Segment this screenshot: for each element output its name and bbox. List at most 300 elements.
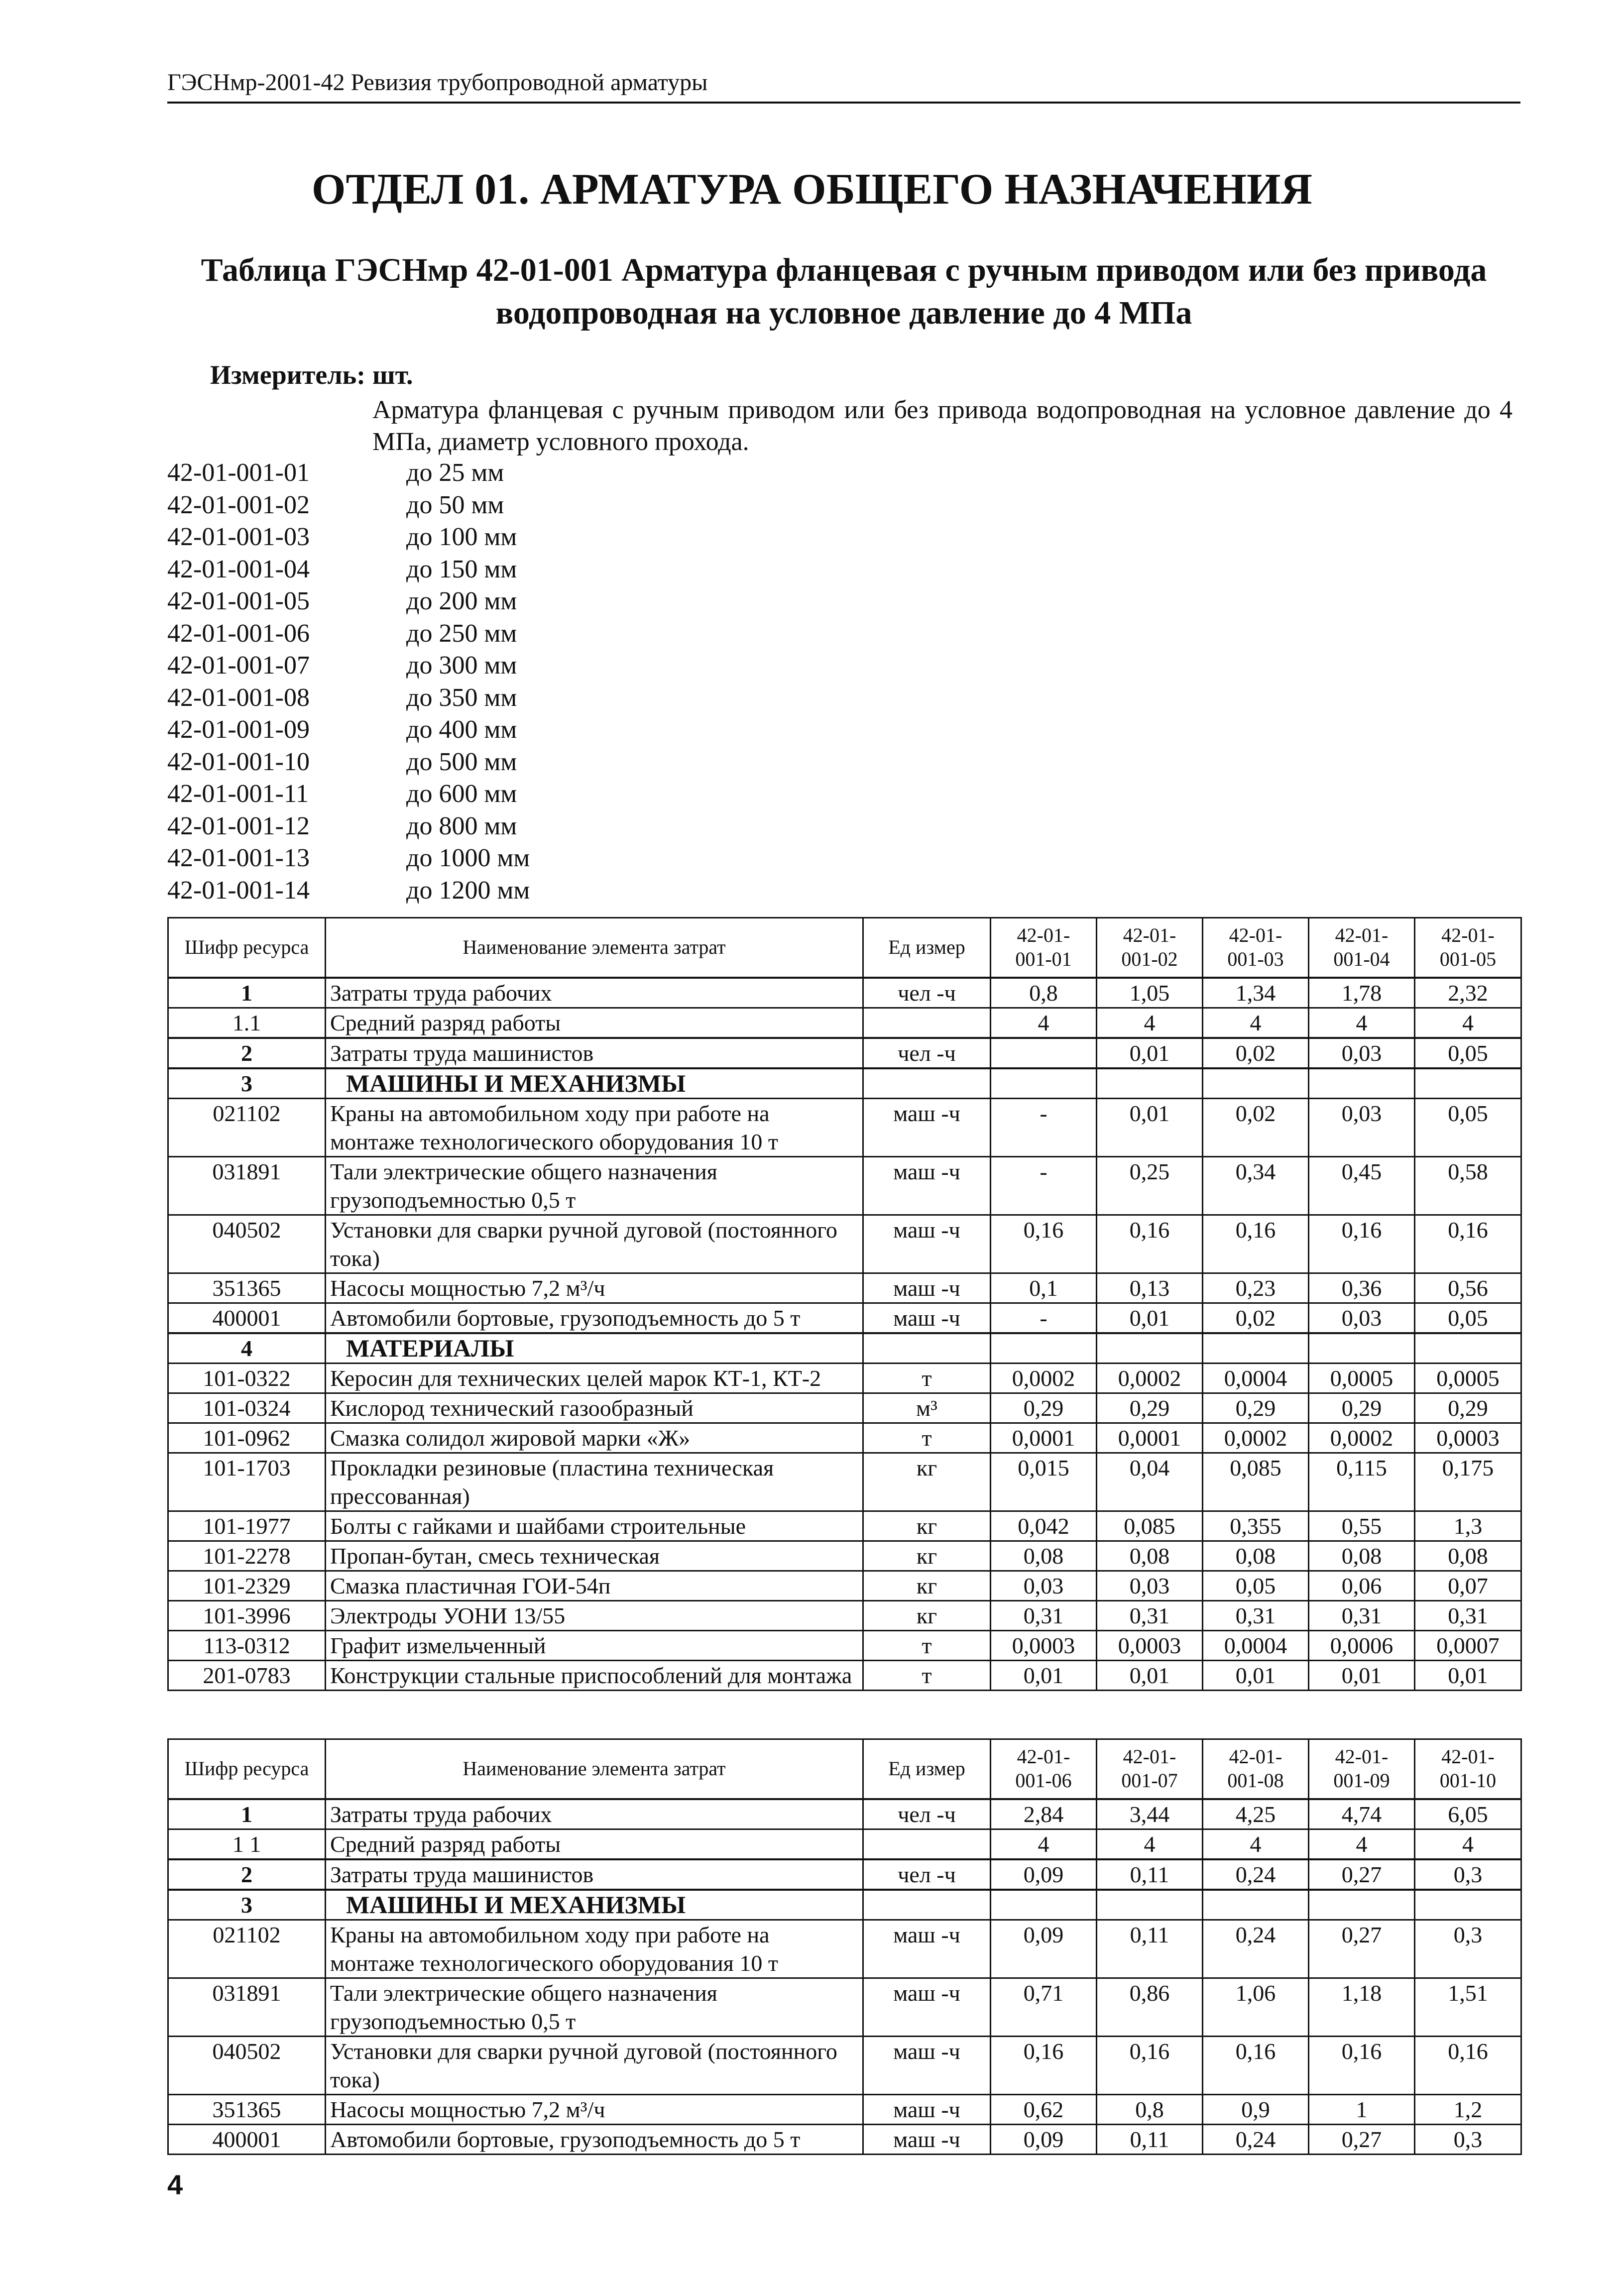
cell-value: 0,01 xyxy=(991,1660,1097,1690)
cell-code: 2 xyxy=(168,1859,326,1890)
cell-value: 0,0002 xyxy=(1309,1423,1415,1453)
cell-name: Автомобили бортовые, грузоподъемность до 5 т xyxy=(326,1303,863,1333)
table-row xyxy=(168,1068,1521,1099)
code-list-name: до 50 мм xyxy=(406,490,504,519)
cell-value: 1,51 xyxy=(1415,1978,1521,2036)
cell-unit: маш -ч xyxy=(863,1920,991,1978)
cell-value: 0,085 xyxy=(1203,1453,1309,1511)
code-list-code: 42-01-001-05 xyxy=(167,587,310,615)
cell-unit: маш -ч xyxy=(863,1303,991,1333)
header-column-code xyxy=(991,1739,1097,1799)
code-list-name: до 800 мм xyxy=(406,811,517,840)
cell-value: 0,01 xyxy=(1203,1660,1309,1690)
cell-code: 351365 xyxy=(168,2094,326,2124)
cell-value: 0,3 xyxy=(1415,2124,1521,2154)
cell-section-heading: МАШИНЫ И МЕХАНИЗМЫ xyxy=(326,1890,863,1920)
cell-unit: чел -ч xyxy=(863,978,991,1008)
cell-unit: маш -ч xyxy=(863,2124,991,2154)
cell-value: 4 xyxy=(1097,1008,1203,1038)
code-list-item xyxy=(167,746,530,779)
cell-value: 0,3 xyxy=(1415,1920,1521,1978)
table-row xyxy=(168,1303,1521,1333)
cell-unit: м³ xyxy=(863,1393,991,1423)
cell-value: 0,16 xyxy=(991,2036,1097,2094)
cell-name: Смазка пластичная ГОИ-54п xyxy=(326,1571,863,1600)
cell-value: 6,05 xyxy=(1415,1799,1521,1829)
cell-code: 201-0783 xyxy=(168,1660,326,1690)
code-list-name: до 100 мм xyxy=(406,523,517,551)
code-list-code: 42-01-001-12 xyxy=(167,811,310,840)
cell-name: Насосы мощностью 7,2 м³/ч xyxy=(326,2094,863,2124)
code-list-name: до 250 мм xyxy=(406,619,517,648)
cell-value: 0,9 xyxy=(1203,2094,1309,2124)
cell-value: 0,71 xyxy=(991,1978,1097,2036)
cell-value: 0,24 xyxy=(1203,1859,1309,1890)
cell-value: 0,23 xyxy=(1203,1273,1309,1303)
table-header-row xyxy=(168,1739,1521,1799)
cell-value: 0,01 xyxy=(1415,1660,1521,1690)
header-column-code-line: 42-01- xyxy=(1441,1745,1495,1768)
cell-code: 031891 xyxy=(168,1156,326,1215)
header-column-code-line: 001-03 xyxy=(1227,948,1284,971)
cell-value: - xyxy=(991,1098,1097,1156)
cell-code: 021102 xyxy=(168,1098,326,1156)
cell-code: 1 1 xyxy=(168,1829,326,1859)
code-list-name: до 500 мм xyxy=(406,747,517,776)
cell-name: Тали электрические общего назначения грузоподъемностью 0,5 т xyxy=(326,1978,863,2036)
table-row xyxy=(168,1571,1521,1600)
header-name: Наименование элемента затрат xyxy=(326,918,863,978)
cell-unit: маш -ч xyxy=(863,1098,991,1156)
cell-value: 0,58 xyxy=(1415,1156,1521,1215)
header-code: Шифр ресурса xyxy=(168,918,326,978)
cell-value: 0,03 xyxy=(1309,1038,1415,1068)
cell-value: 0,0004 xyxy=(1203,1363,1309,1393)
cell-value xyxy=(1309,1068,1415,1099)
cell-unit xyxy=(863,1890,991,1920)
cell-code: 351365 xyxy=(168,1273,326,1303)
cell-value: 0,0003 xyxy=(1097,1630,1203,1660)
cell-code: 101-2329 xyxy=(168,1571,326,1600)
header-column-code xyxy=(1309,1739,1415,1799)
header-column-code-line: 001-01 xyxy=(1015,948,1072,971)
cell-value: 0,29 xyxy=(991,1393,1097,1423)
code-list-item xyxy=(167,875,530,907)
cell-unit: чел -ч xyxy=(863,1799,991,1829)
header-column-code xyxy=(1309,918,1415,978)
code-list-item xyxy=(167,554,530,586)
cell-value: 1,06 xyxy=(1203,1978,1309,2036)
cell-value: 0,355 xyxy=(1203,1511,1309,1541)
table-row xyxy=(168,1393,1521,1423)
table-row xyxy=(168,978,1521,1008)
cell-unit: т xyxy=(863,1660,991,1690)
cell-value: 1,2 xyxy=(1415,2094,1521,2124)
cell-value: 4 xyxy=(1415,1829,1521,1859)
cell-value: 0,07 xyxy=(1415,1571,1521,1600)
cell-value: 0,16 xyxy=(1097,1215,1203,1273)
cell-value xyxy=(1203,1333,1309,1364)
cell-value: 0,08 xyxy=(1415,1541,1521,1571)
table-row xyxy=(168,1660,1521,1690)
cell-unit: чел -ч xyxy=(863,1859,991,1890)
cell-value: 0,36 xyxy=(1309,1273,1415,1303)
code-list-code: 42-01-001-02 xyxy=(167,490,310,519)
cell-value: 0,05 xyxy=(1415,1303,1521,1333)
cell-value xyxy=(1097,1890,1203,1920)
cell-value: 0,31 xyxy=(1309,1600,1415,1630)
cell-value: 1,34 xyxy=(1203,978,1309,1008)
cell-value: 0,05 xyxy=(1203,1571,1309,1600)
cell-value: 0,01 xyxy=(1309,1660,1415,1690)
table-row xyxy=(168,1600,1521,1630)
cell-value: 0,01 xyxy=(1097,1038,1203,1068)
cell-value xyxy=(1415,1068,1521,1099)
code-list-item xyxy=(167,585,530,618)
cell-value: 1,18 xyxy=(1309,1978,1415,2036)
cell-value: 0,03 xyxy=(991,1571,1097,1600)
cell-value: 0,01 xyxy=(1097,1098,1203,1156)
table-row xyxy=(168,1630,1521,1660)
cell-value: 0,03 xyxy=(1309,1303,1415,1333)
table-row xyxy=(168,1363,1521,1393)
cell-unit: маш -ч xyxy=(863,1215,991,1273)
cell-value: 0,05 xyxy=(1415,1098,1521,1156)
table-row xyxy=(168,1038,1521,1068)
cell-code: 101-1977 xyxy=(168,1511,326,1541)
code-list-code: 42-01-001-09 xyxy=(167,715,310,744)
cell-value xyxy=(1097,1333,1203,1364)
header-unit: Ед измер xyxy=(863,918,991,978)
header-column-code xyxy=(1415,1739,1521,1799)
cell-value: 0,0006 xyxy=(1309,1630,1415,1660)
cell-unit: маш -ч xyxy=(863,1156,991,1215)
resource-table-2 xyxy=(167,1738,1522,2155)
cell-name: Затраты труда рабочих xyxy=(326,978,863,1008)
code-list-item xyxy=(167,457,530,489)
cell-unit xyxy=(863,1829,991,1859)
cell-value: 0,31 xyxy=(1203,1600,1309,1630)
resource-table-1 xyxy=(167,917,1522,1691)
cell-value: 3,44 xyxy=(1097,1799,1203,1829)
code-list-item xyxy=(167,682,530,714)
cell-unit: т xyxy=(863,1630,991,1660)
cell-value: 0,08 xyxy=(1097,1541,1203,1571)
header-column-code-line: 42-01- xyxy=(1335,924,1389,947)
header-column-code-line: 001-06 xyxy=(1015,1769,1072,1792)
code-list-item xyxy=(167,714,530,746)
code-list-code: 42-01-001-07 xyxy=(167,651,310,680)
cell-value: 0,16 xyxy=(991,1215,1097,1273)
code-list-code: 42-01-001-04 xyxy=(167,555,310,583)
cell-name: Пропан-бутан, смесь техническая xyxy=(326,1541,863,1571)
code-list-name: до 300 мм xyxy=(406,651,517,680)
cell-name: Смазка солидол жировой марки «Ж» xyxy=(326,1423,863,1453)
cell-code: 040502 xyxy=(168,2036,326,2094)
code-list-item xyxy=(167,650,530,682)
cell-value: 0,86 xyxy=(1097,1978,1203,2036)
cell-value xyxy=(1415,1333,1521,1364)
cell-value: 2,84 xyxy=(991,1799,1097,1829)
cell-name: Графит измельченный xyxy=(326,1630,863,1660)
measure-label: Измеритель: xyxy=(210,360,366,390)
cell-value: 0,16 xyxy=(1309,2036,1415,2094)
table-row xyxy=(168,2094,1521,2124)
cell-value: 4 xyxy=(1415,1008,1521,1038)
header-column-code-line: 42-01- xyxy=(1017,924,1070,947)
cell-unit: т xyxy=(863,1363,991,1393)
cell-value: 4 xyxy=(1097,1829,1203,1859)
code-list-item xyxy=(167,842,530,875)
code-list xyxy=(167,457,530,907)
header-column-code-line: 001-04 xyxy=(1333,948,1390,971)
header-column-code xyxy=(1097,1739,1203,1799)
cell-name: Прокладки резиновые (пластина техническая прессованная) xyxy=(326,1453,863,1511)
cell-value: 1,05 xyxy=(1097,978,1203,1008)
cell-value: 4 xyxy=(991,1829,1097,1859)
cell-value xyxy=(991,1038,1097,1068)
code-list-name: до 350 мм xyxy=(406,683,517,712)
table-row xyxy=(168,1273,1521,1303)
cell-unit xyxy=(863,1333,991,1364)
cell-value: - xyxy=(991,1156,1097,1215)
cell-value: 0,25 xyxy=(1097,1156,1203,1215)
table-row xyxy=(168,1453,1521,1511)
cell-value: 0,0005 xyxy=(1309,1363,1415,1393)
cell-name: Средний разряд работы xyxy=(326,1008,863,1038)
code-list-code: 42-01-001-14 xyxy=(167,876,310,905)
table-row xyxy=(168,1978,1521,2036)
cell-name: Установки для сварки ручной дуговой (постоянного тока) xyxy=(326,2036,863,2094)
cell-code: 101-1703 xyxy=(168,1453,326,1511)
code-list-code: 42-01-001-08 xyxy=(167,683,310,712)
cell-name: Краны на автомобильном ходу при работе на монтаже технологического оборудования 10 т xyxy=(326,1098,863,1156)
header-column-code-line: 001-08 xyxy=(1227,1769,1284,1792)
page-number: 4 xyxy=(167,2169,183,2200)
cell-value: 0,0005 xyxy=(1415,1363,1521,1393)
cell-code: 113-0312 xyxy=(168,1630,326,1660)
table-header-row xyxy=(168,918,1521,978)
cell-value: 0,08 xyxy=(991,1541,1097,1571)
cell-value: 0,02 xyxy=(1203,1303,1309,1333)
cell-value: 2,32 xyxy=(1415,978,1521,1008)
header-unit: Ед измер xyxy=(863,1739,991,1799)
cell-value: 4,25 xyxy=(1203,1799,1309,1829)
cell-value: 4 xyxy=(1309,1829,1415,1859)
header-column-code-line: 001-02 xyxy=(1121,948,1178,971)
header-column-code-line: 001-10 xyxy=(1439,1769,1497,1792)
cell-value: 0,0002 xyxy=(991,1363,1097,1393)
cell-value: 0,02 xyxy=(1203,1038,1309,1068)
cell-value: 0,24 xyxy=(1203,2124,1309,2154)
table-row xyxy=(168,1829,1521,1859)
cell-code: 031891 xyxy=(168,1978,326,2036)
table-row xyxy=(168,2036,1521,2094)
cell-name: Средний разряд работы xyxy=(326,1829,863,1859)
cell-value xyxy=(991,1333,1097,1364)
cell-value: 0,24 xyxy=(1203,1920,1309,1978)
cell-name: Кислород технический газообразный xyxy=(326,1393,863,1423)
cell-value xyxy=(1309,1890,1415,1920)
cell-code: 1 xyxy=(168,1799,326,1829)
cell-unit: кг xyxy=(863,1600,991,1630)
cell-value: 0,34 xyxy=(1203,1156,1309,1215)
cell-value: 0,31 xyxy=(1415,1600,1521,1630)
table-title-line-1: Таблица ГЭСНмр 42-01-001 Арматура фланцевая с ручным приводом или без привода xyxy=(201,252,1487,288)
cell-value: 0,29 xyxy=(1097,1393,1203,1423)
table-row xyxy=(168,1098,1521,1156)
header-column-code-line: 42-01- xyxy=(1017,1745,1070,1768)
cell-value: 0,06 xyxy=(1309,1571,1415,1600)
cell-code: 101-3996 xyxy=(168,1600,326,1630)
table-row xyxy=(168,1541,1521,1571)
header-column-code-line: 42-01- xyxy=(1335,1745,1389,1768)
cell-code: 3 xyxy=(168,1068,326,1099)
cell-unit: кг xyxy=(863,1541,991,1571)
cell-value: 0,08 xyxy=(1309,1541,1415,1571)
cell-value: 0,0003 xyxy=(1415,1423,1521,1453)
header-column-code xyxy=(1097,918,1203,978)
code-list-code: 42-01-001-06 xyxy=(167,619,310,648)
cell-value: 0,11 xyxy=(1097,1920,1203,1978)
cell-value: 0,16 xyxy=(1203,1215,1309,1273)
cell-value: 0,56 xyxy=(1415,1273,1521,1303)
table-row xyxy=(168,1423,1521,1453)
cell-value: 1 xyxy=(1309,2094,1415,2124)
cell-value: 0,16 xyxy=(1097,2036,1203,2094)
cell-value: 0,27 xyxy=(1309,1920,1415,1978)
code-list-item xyxy=(167,521,530,554)
cell-unit: маш -ч xyxy=(863,1978,991,2036)
cell-code: 400001 xyxy=(168,1303,326,1333)
cell-value: 0,02 xyxy=(1203,1098,1309,1156)
cell-value: 0,45 xyxy=(1309,1156,1415,1215)
table-row xyxy=(168,1511,1521,1541)
cell-value: 0,0003 xyxy=(991,1630,1097,1660)
header-name: Наименование элемента затрат xyxy=(326,1739,863,1799)
cell-value: 0,55 xyxy=(1309,1511,1415,1541)
cell-value: - xyxy=(991,1303,1097,1333)
cell-name: Конструкции стальные приспособлений для монтажа xyxy=(326,1660,863,1690)
cell-value xyxy=(1097,1068,1203,1099)
cell-section-heading: МАШИНЫ И МЕХАНИЗМЫ xyxy=(326,1068,863,1099)
cell-value: 4,74 xyxy=(1309,1799,1415,1829)
cell-value: 0,62 xyxy=(991,2094,1097,2124)
code-list-item xyxy=(167,618,530,650)
code-list-item xyxy=(167,810,530,843)
cell-value: 0,31 xyxy=(991,1600,1097,1630)
cell-name: Электроды УОНИ 13/55 xyxy=(326,1600,863,1630)
cell-value: 0,08 xyxy=(1203,1541,1309,1571)
description: Арматура фланцевая с ручным приводом или без привода водопроводная на условное давление до 4 МПа, диаметр условного прохода. xyxy=(372,396,1512,456)
cell-name: Тали электрические общего назначения грузоподъемностью 0,5 т xyxy=(326,1156,863,1215)
cell-code: 4 xyxy=(168,1333,326,1364)
code-list-name: до 200 мм xyxy=(406,587,517,615)
cell-name: Установки для сварки ручной дуговой (постоянного тока) xyxy=(326,1215,863,1273)
cell-unit: маш -ч xyxy=(863,2036,991,2094)
cell-value: 0,16 xyxy=(1203,2036,1309,2094)
code-list-code: 42-01-001-13 xyxy=(167,844,310,872)
code-list-item xyxy=(167,778,530,810)
cell-value: 4 xyxy=(991,1008,1097,1038)
cell-value: 0,13 xyxy=(1097,1273,1203,1303)
cell-value: 4 xyxy=(1309,1008,1415,1038)
cell-value: 0,16 xyxy=(1415,2036,1521,2094)
running-header: ГЭСНмр-2001-42 Ревизия трубопроводной арматуры xyxy=(167,69,708,96)
cell-unit: кг xyxy=(863,1511,991,1541)
cell-value xyxy=(1203,1890,1309,1920)
cell-value: 0,8 xyxy=(991,978,1097,1008)
cell-unit: чел -ч xyxy=(863,1038,991,1068)
header-column-code-line: 42-01- xyxy=(1123,924,1176,947)
cell-value: 0,29 xyxy=(1415,1393,1521,1423)
cell-code: 1.1 xyxy=(168,1008,326,1038)
cell-code: 021102 xyxy=(168,1920,326,1978)
cell-code: 1 xyxy=(168,978,326,1008)
code-list-code: 42-01-001-10 xyxy=(167,747,310,776)
table-row xyxy=(168,1890,1521,1920)
cell-value: 0,09 xyxy=(991,1920,1097,1978)
cell-unit: т xyxy=(863,1423,991,1453)
table-row xyxy=(168,1333,1521,1364)
cell-name: Затраты труда машинистов xyxy=(326,1859,863,1890)
table-row xyxy=(168,1799,1521,1829)
header-column-code-line: 42-01- xyxy=(1229,924,1282,947)
cell-value: 0,042 xyxy=(991,1511,1097,1541)
cell-unit: кг xyxy=(863,1453,991,1511)
cell-value: 0,09 xyxy=(991,2124,1097,2154)
cell-value: 0,29 xyxy=(1309,1393,1415,1423)
header-rule xyxy=(167,102,1520,104)
cell-value: 0,27 xyxy=(1309,2124,1415,2154)
cell-value: 0,0007 xyxy=(1415,1630,1521,1660)
table-row xyxy=(168,1920,1521,1978)
cell-value xyxy=(991,1890,1097,1920)
cell-value xyxy=(1309,1333,1415,1364)
cell-name: Насосы мощностью 7,2 м³/ч xyxy=(326,1273,863,1303)
table-row xyxy=(168,1215,1521,1273)
cell-value: 0,3 xyxy=(1415,1859,1521,1890)
cell-value: 0,03 xyxy=(1097,1571,1203,1600)
cell-value: 0,1 xyxy=(991,1273,1097,1303)
cell-value: 0,01 xyxy=(1097,1303,1203,1333)
cell-value: 4 xyxy=(1203,1829,1309,1859)
cell-value: 0,0001 xyxy=(991,1423,1097,1453)
code-list-name: до 400 мм xyxy=(406,715,517,744)
cell-name: Автомобили бортовые, грузоподъемность до 5 т xyxy=(326,2124,863,2154)
cell-value: 0,0002 xyxy=(1203,1423,1309,1453)
cell-value: 0,16 xyxy=(1309,1215,1415,1273)
measure-value: шт. xyxy=(372,360,413,390)
cell-name: Затраты труда машинистов xyxy=(326,1038,863,1068)
cell-code: 101-0322 xyxy=(168,1363,326,1393)
cell-name: Затраты труда рабочих xyxy=(326,1799,863,1829)
cell-value: 0,03 xyxy=(1309,1098,1415,1156)
cell-value: 1,78 xyxy=(1309,978,1415,1008)
table-row xyxy=(168,2124,1521,2154)
code-list-code: 42-01-001-01 xyxy=(167,458,310,487)
cell-code: 2 xyxy=(168,1038,326,1068)
header-column-code xyxy=(1415,918,1521,978)
header-column-code xyxy=(1203,1739,1309,1799)
cell-value: 0,11 xyxy=(1097,2124,1203,2154)
cell-value: 0,115 xyxy=(1309,1453,1415,1511)
table-title-line-2: водопроводная на условное давление до 4 МПа xyxy=(495,295,1192,331)
cell-name: Краны на автомобильном ходу при работе на монтаже технологического оборудования 10 т xyxy=(326,1920,863,1978)
code-list-name: до 600 мм xyxy=(406,780,517,808)
cell-value: 0,0004 xyxy=(1203,1630,1309,1660)
table-row xyxy=(168,1156,1521,1215)
